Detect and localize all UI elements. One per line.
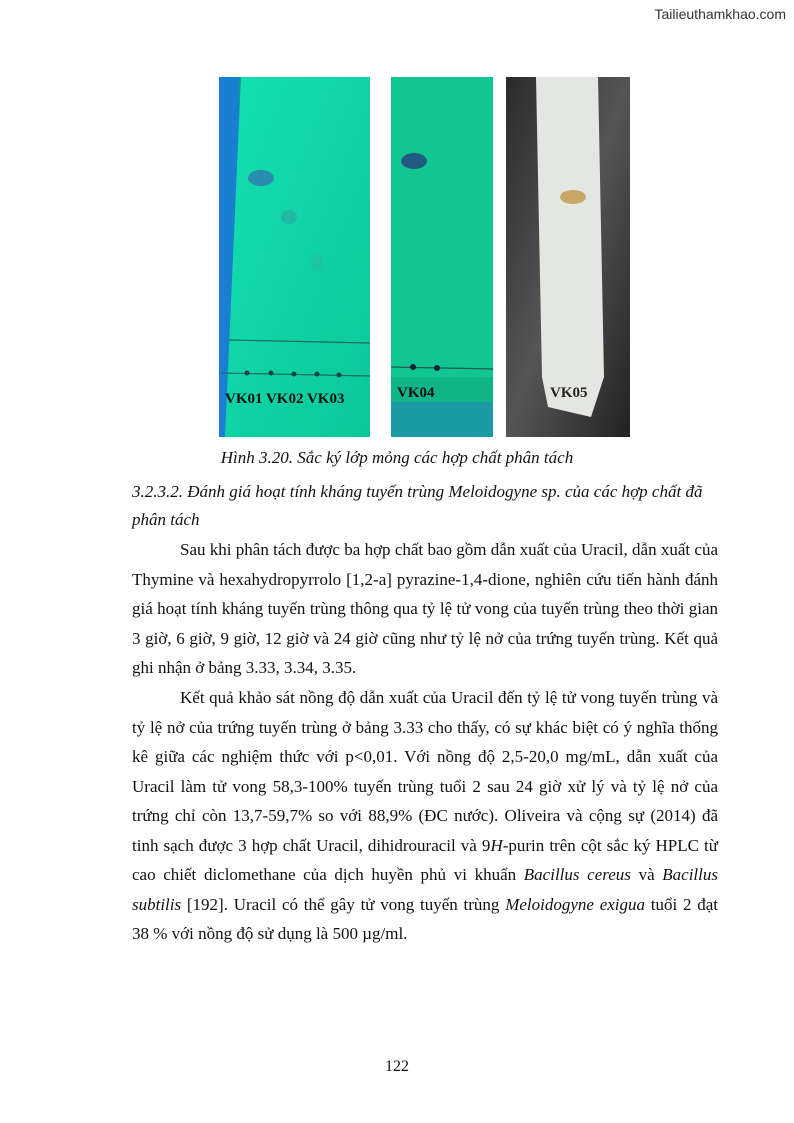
paragraph-2-text-5: tuổi 2 đạt 38 % với nồng độ sử dụng là 500 µg/ml. — [132, 894, 719, 943]
page-number: 122 — [385, 1058, 409, 1075]
plate-label-2: VK04 — [397, 385, 435, 401]
section-heading: 3.2.3.2. Đánh giá hoạt tính kháng tuyến trùng Meloidogyne sp. của các hợp chất đã phân tách — [132, 482, 703, 529]
italic-h: H — [490, 835, 503, 855]
paragraph-2-text-1: Kết quả khảo sát nồng độ dẫn xuất của Uracil đến tỷ lệ tử vong tuyến trùng và tỷ lệ nở của trứng tuyến trùng ở bảng 3.33 cho thấy, có sự khác biệt có ý nghĩa thống kê giữa các nghiệm thức với p<0,01. Với nồng độ 2,5-20,0 mg/mL, dẫn xuất của Uracil làm tử vong 58,3-100% tuyến trùng tuổi 2 sau 24 giờ xử lý và tỷ lệ nở của trứng chỉ còn 13,7-59,7% so với 88,9% (ĐC nước). Oliveira và cộng sự (2014) đã tinh sạch được 3 hợp chất Uracil, dihidrouracil và 9 — [132, 688, 718, 855]
paragraph-2-text-2: -purin trên cột sắc ký HPLC từ cao chiết diclomethane của dịch huyền phủ vi khuẩn — [132, 835, 718, 884]
plate-label-3: VK05 — [550, 385, 588, 401]
species-meloidogyne-exigua: Meloidogyne exigua — [505, 894, 646, 914]
tlc-plate-photo-3 — [506, 77, 630, 437]
watermark: Tailieuthamkhao.com — [654, 6, 786, 22]
paragraph-1 — [132, 535, 718, 683]
paragraph-2-text-3: và — [630, 865, 663, 884]
tlc-plate-photo-2 — [391, 77, 493, 437]
species-bacillus-subtilis: Bacillus subtilis — [132, 865, 718, 914]
paragraph-2-text-4: [192]. Uracil có thể gây tử vong tuyến trùng — [181, 894, 506, 914]
paragraph-2 — [132, 683, 718, 949]
plate-label-1: VK01 VK02 VK03 — [225, 391, 345, 407]
paragraph-1-text: Sau khi phân tách được ba hợp chất bao gồm dẫn xuất của Uracil, dẫn xuất của Thymine và hexahydropyrrolo [1,2-a] pyrazine-1,4-dione, nghiên cứu tiến hành đánh giá hoạt tính kháng tuyến trùng thông qua tỷ lệ tử vong của tuyến trùng theo thời gian 3 giờ, 6 giờ, 9 giờ, 12 giờ và 24 giờ cũng như tỷ lệ nở của trứng tuyến trùng. Kết quả ghi nhận ở bảng 3.33, 3.34, 3.35. — [132, 540, 718, 677]
figure-caption: Hình 3.20. Sắc ký lớp mỏng các hợp chất phân tách — [220, 448, 574, 467]
tlc-plate-photo-1 — [219, 77, 370, 437]
species-bacillus-cereus: Bacillus cereus — [523, 865, 631, 884]
